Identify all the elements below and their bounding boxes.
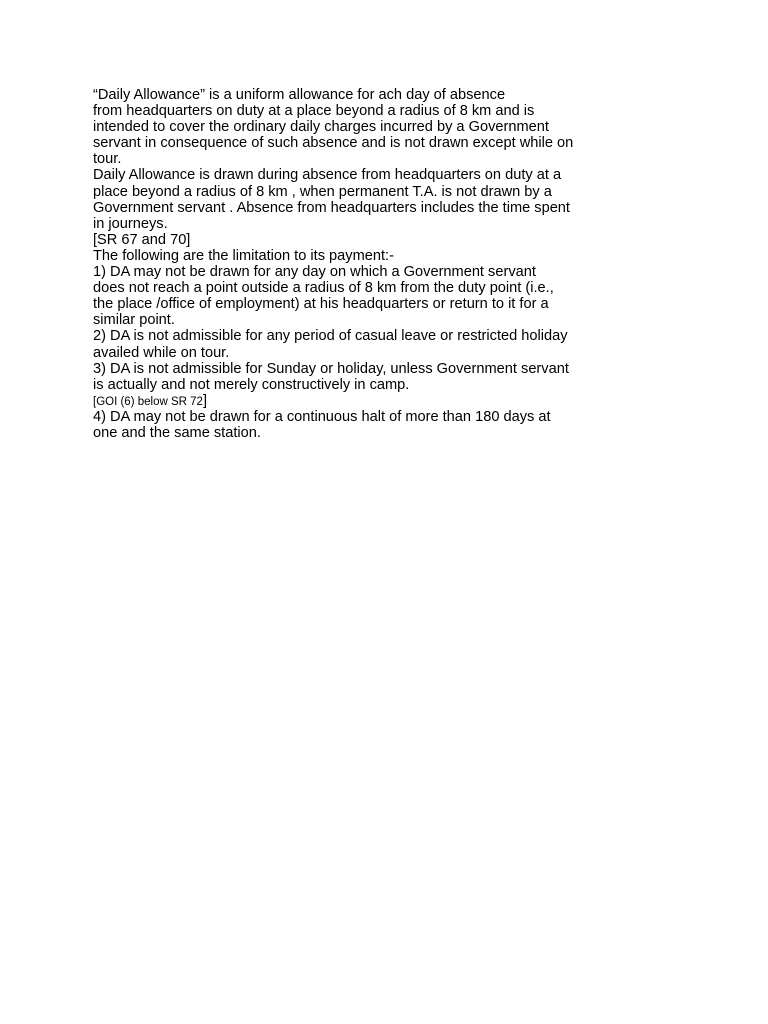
text-line: availed while on tour.: [93, 344, 230, 361]
goi-reference-bracket: ]: [202, 392, 207, 409]
sr-reference-line: [SR 67 and 70]: [93, 231, 191, 248]
text-line: 2) DA is not admissible for any period of casual leave or restricted holiday: [93, 328, 568, 345]
text-line: place beyond a radius of 8 km , when permanent T.A. is not drawn by a: [93, 183, 552, 200]
text-line: “Daily Allowance” is a uniform allowance for ach day of absence: [93, 87, 506, 103]
text-line: similar point.: [93, 312, 175, 329]
text-line: The following are the limitation to its payment:-: [93, 247, 394, 264]
goi-reference-line: [93, 393, 593, 409]
text-line: 4) DA may not be drawn for a continuous halt of more than 180 days at: [93, 408, 551, 425]
document-body: [93, 87, 593, 441]
text-line: one and the same station.: [93, 424, 261, 441]
text-line: Daily Allowance is drawn during absence from headquarters on duty at a: [93, 167, 562, 184]
text-line: intended to cover the ordinary daily charges incurred by a Government: [93, 119, 549, 136]
text-line: tour.: [93, 151, 122, 168]
text-line: Government servant . Absence from headquarters includes the time spent: [93, 199, 570, 216]
text-line: 3) DA is not admissible for Sunday or holiday, unless Government servant: [93, 360, 569, 377]
text-line: does not reach a point outside a radius of 8 km from the duty point (i.e.,: [93, 280, 554, 297]
text-line: from headquarters on duty at a place beyond a radius of 8 km and is: [93, 103, 535, 120]
text-line: the place /office of employment) at his headquarters or return to it for a: [93, 296, 549, 313]
text-line: is actually and not merely constructively in camp.: [93, 376, 410, 393]
goi-reference-text: [GOI (6) below SR 72: [93, 395, 203, 408]
text-line: servant in consequence of such absence and is not drawn except while on: [93, 135, 574, 152]
text-line: in journeys.: [93, 215, 168, 232]
text-line: 1) DA may not be drawn for any day on which a Government servant: [93, 264, 536, 281]
